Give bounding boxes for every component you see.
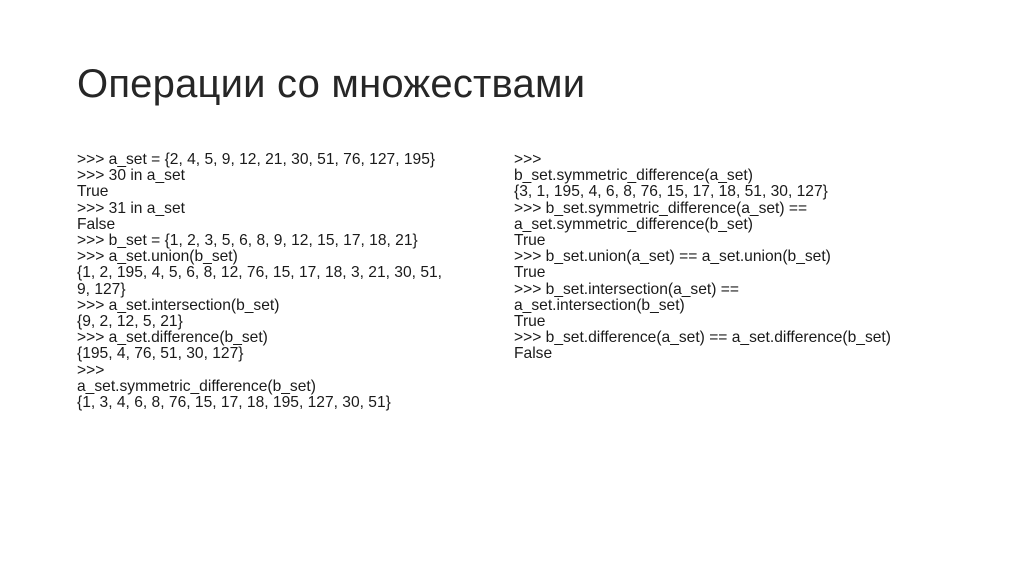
code-line: True	[514, 264, 546, 282]
code-line: {9, 2, 12, 5, 21}	[77, 313, 183, 331]
code-line: a_set.intersection(b_set)	[514, 296, 685, 314]
code-line: a_set.symmetric_difference(b_set)	[514, 215, 753, 233]
code-line: >>> b_set = {1, 2, 3, 5, 6, 8, 9, 12, 15, 17, 18, 21}	[77, 232, 418, 250]
code-line: {195, 4, 76, 51, 30, 127}	[77, 345, 244, 363]
right-code-column	[514, 152, 954, 363]
code-line: a_set.symmetric_difference(b_set)	[77, 377, 316, 395]
code-line: >>> b_set.union(a_set) == a_set.union(b_set)	[514, 248, 831, 266]
code-line: False	[514, 345, 553, 363]
code-line: True	[77, 183, 109, 201]
code-line: >>> b_set.symmetric_difference(a_set) ==	[514, 199, 808, 217]
left-code-column	[77, 152, 497, 411]
code-line: 9, 127}	[77, 280, 126, 298]
code-line: True	[514, 232, 546, 250]
code-line: >>> b_set.intersection(a_set) ==	[514, 280, 739, 298]
code-line: >>>	[77, 361, 105, 379]
code-line: >>>	[514, 151, 542, 168]
code-line: >>> a_set.intersection(b_set)	[77, 296, 280, 314]
code-line: >>> a_set = {2, 4, 5, 9, 12, 21, 30, 51, 76, 127, 195}	[77, 151, 436, 168]
code-line: >>> a_set.difference(b_set)	[77, 329, 268, 347]
code-line: {3, 1, 195, 4, 6, 8, 76, 15, 17, 18, 51, 30, 127}	[514, 183, 828, 201]
code-line: >>> b_set.difference(a_set) == a_set.difference(b_set)	[514, 329, 891, 347]
code-line: b_set.symmetric_difference(a_set)	[514, 167, 753, 185]
code-line: {1, 3, 4, 6, 8, 76, 15, 17, 18, 195, 127, 30, 51}	[77, 394, 391, 412]
code-line: False	[77, 215, 116, 233]
code-line: {1, 2, 195, 4, 5, 6, 8, 12, 76, 15, 17, 18, 3, 21, 30, 51,	[77, 264, 442, 282]
code-line: >>> a_set.union(b_set)	[77, 248, 238, 266]
code-line: >>> 31 in a_set	[77, 199, 185, 217]
code-line: >>> 30 in a_set	[77, 167, 185, 185]
slide-title: Операции со множествами	[77, 62, 586, 106]
code-line: True	[514, 313, 546, 331]
